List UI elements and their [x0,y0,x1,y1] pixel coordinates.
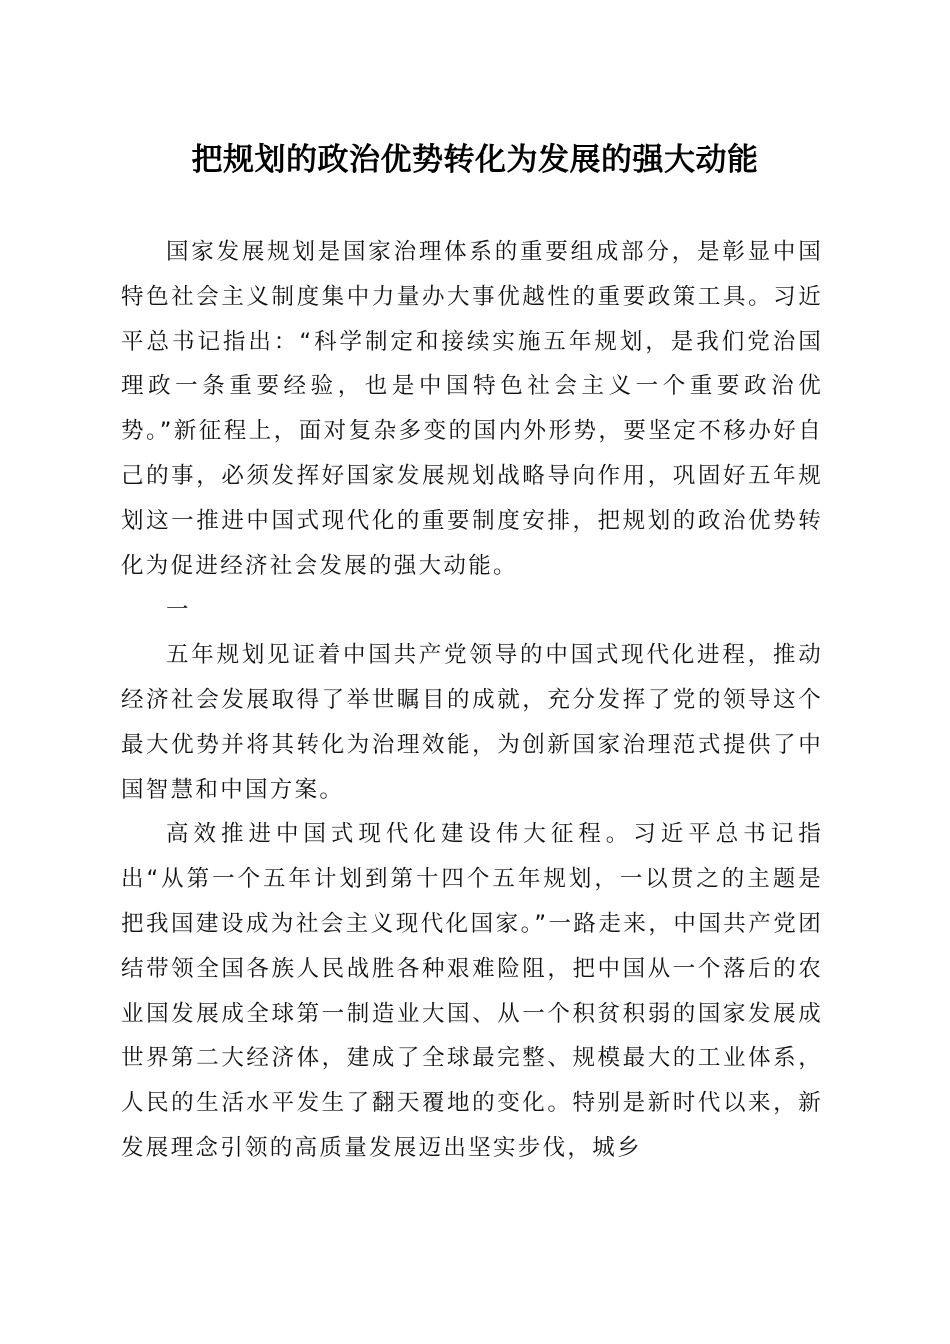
document-body [121,230,823,1171]
paragraph-intro: 国家发展规划是国家治理体系的重要组成部分，是彰显中国特色社会主义制度集中力量办大事优越性的重要政策工具。习近平总书记指出：“科学制定和接续实施五年规划，是我们党治国理政一条重要经验，也是中国特色社会主义一个重要政治优势。”新征程上，面对复杂多变的国内外形势，要坚定不移办好自己的事，必须发挥好国家发展规划战略导向作用，巩固好五年规划这一推进中国式现代化的重要制度安排，把规划的政治优势转化为促进经济社会发展的强大动能。 [121,239,823,579]
section-number: 一 [166,597,191,624]
paragraph-modernization: 高效推进中国式现代化建设伟大征程。习近平总书记指出“从第一个五年计划到第十四个五年规划，一以贯之的主题是把我国建设成为社会主义现代化国家。”一路走来，中国共产党团结带领全国各族人民战胜各种艰难险阻，把中国从一个落后的农业国发展成全球第一制造业大国、从一个积贫积弱的国家发展成世界第二大经济体，建成了全球最完整、规模最大的工业体系，人民的生活水平发生了翻天覆地的变化。特别是新时代以来，新发展理念引领的高质量发展迈出坚实步伐，城乡 [121,821,823,1161]
paragraph-section-one: 五年规划见证着中国共产党领导的中国式现代化进程，推动经济社会发展取得了举世瞩目的成就，充分发挥了党的领导这个最大优势并将其转化为治理效能，为创新国家治理范式提供了中国智慧和中国方案。 [121,642,823,803]
document-title: 把规划的政治优势转化为发展的强大动能 [191,142,759,178]
